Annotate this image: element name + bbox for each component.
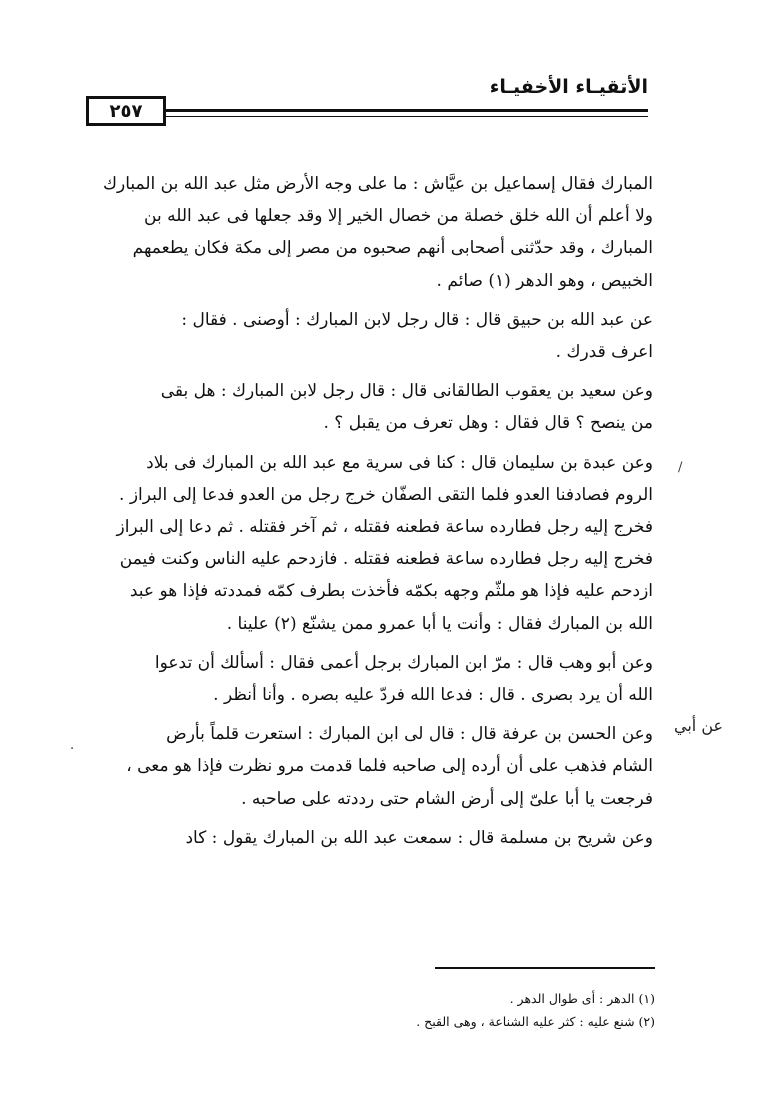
footnote-1: (١) الدهر : أى طوال الدهر . xyxy=(509,991,655,1006)
paragraph-5 xyxy=(85,647,653,711)
page-number: ٢٥٧ xyxy=(109,100,143,122)
text-line: وعن الحسن بن عرفة قال : قال لى ابن المبارك : استعرت قلماً بأرض xyxy=(166,724,653,745)
text-line: ولا أعلم أن الله خلق خصلة من خصال الخير إلا وقد جعلها فى عبد الله بن xyxy=(144,206,653,227)
text-line: الروم فصادفنا العدو فلما التقى الصفّان خرج رجل من العدو فدعا إلى البراز . xyxy=(119,484,653,505)
text-line: الله أن يرد بصرى . قال : فدعا الله فردّ عليه بصره . وأنا أنظر . xyxy=(213,685,653,706)
footnote-separator xyxy=(435,967,655,969)
text-line: فخرج إليه رجل فطارده ساعة فطعنه فقتله . فازدحم عليه الناس وكنت فيمن xyxy=(119,549,653,570)
text-line: وعن سعيد بن يعقوب الطالقانى قال : قال رجل لابن المبارك : هل بقى xyxy=(160,381,653,402)
text-line: من ينصح ؟ قال فقال : وهل تعرف من يقبل ؟ . xyxy=(323,413,653,434)
paragraph-3 xyxy=(85,375,653,439)
text-line: الخبيص ، وهو الدهر (١) صائم . xyxy=(436,270,653,291)
header-rule-thin xyxy=(166,116,648,117)
text-line: عن عبد الله بن حبيق قال : قال رجل لابن المبارك : أوصنى . فقال : xyxy=(181,309,653,330)
margin-pen-mark: . xyxy=(70,738,75,753)
paragraph-2 xyxy=(85,304,653,368)
running-header-title: الأتقيـاء الأخفيـاء xyxy=(489,76,648,98)
text-line: المبارك ، وقد حدّثنى أصحابى أنهم صحبوه من مصر إلى مكة فكان يطعمهم xyxy=(132,238,653,259)
header-rule-thick xyxy=(166,109,648,112)
paragraph-7 xyxy=(85,822,653,854)
margin-pen-mark: / xyxy=(678,460,683,475)
handwritten-margin-note: عن أبي xyxy=(674,716,724,735)
text-line: وعن شريح بن مسلمة قال : سمعت عبد الله بن المبارك يقول : كاد xyxy=(185,827,653,848)
text-line: المبارك فقال إسماعيل بن عيَّاش : ما على وجه الأرض مثل عبد الله بن المبارك xyxy=(102,174,653,194)
footnote-2: (٢) شنع عليه : كثر عليه الشناعة ، وهى القبح . xyxy=(416,1014,655,1029)
page-number-box xyxy=(86,96,166,126)
paragraph-4 xyxy=(85,447,653,640)
text-line: وعن عبدة بن سليمان قال : كنا فى سرية مع عبد الله بن المبارك فى بلاد xyxy=(146,452,653,473)
paragraph-1 xyxy=(85,168,653,297)
paragraph-6 xyxy=(85,718,653,815)
body-text xyxy=(85,168,653,861)
text-line: الله بن المبارك فقال : وأنت يا أبا عمرو ممن يشنّع (٢) علينا . xyxy=(226,613,653,634)
text-line: الشام فذهب على أن أرده إلى صاحبه فلما قدمت مرو نظرت فإذا هو معى ، xyxy=(126,756,653,777)
text-line: وعن أبو وهب قال : مرّ ابن المبارك برجل أعمى فقال : أسألك أن تدعوا xyxy=(154,652,653,673)
text-line: اعرف قدرك . xyxy=(555,342,653,363)
text-line: ازدحم عليه فإذا هو ملثّم وجهه بكمّه فأخذت بطرف كمّه فمددته فإذا هو عبد xyxy=(129,581,653,602)
text-line: فخرج إليه رجل فطارده ساعة فطعنه فقتله ، ثم آخر فقتله . ثم دعا إلى البراز xyxy=(116,517,653,538)
text-line: فرجعت يا أبا علىّ إلى أرض الشام حتى رددته على صاحبه . xyxy=(241,788,653,809)
